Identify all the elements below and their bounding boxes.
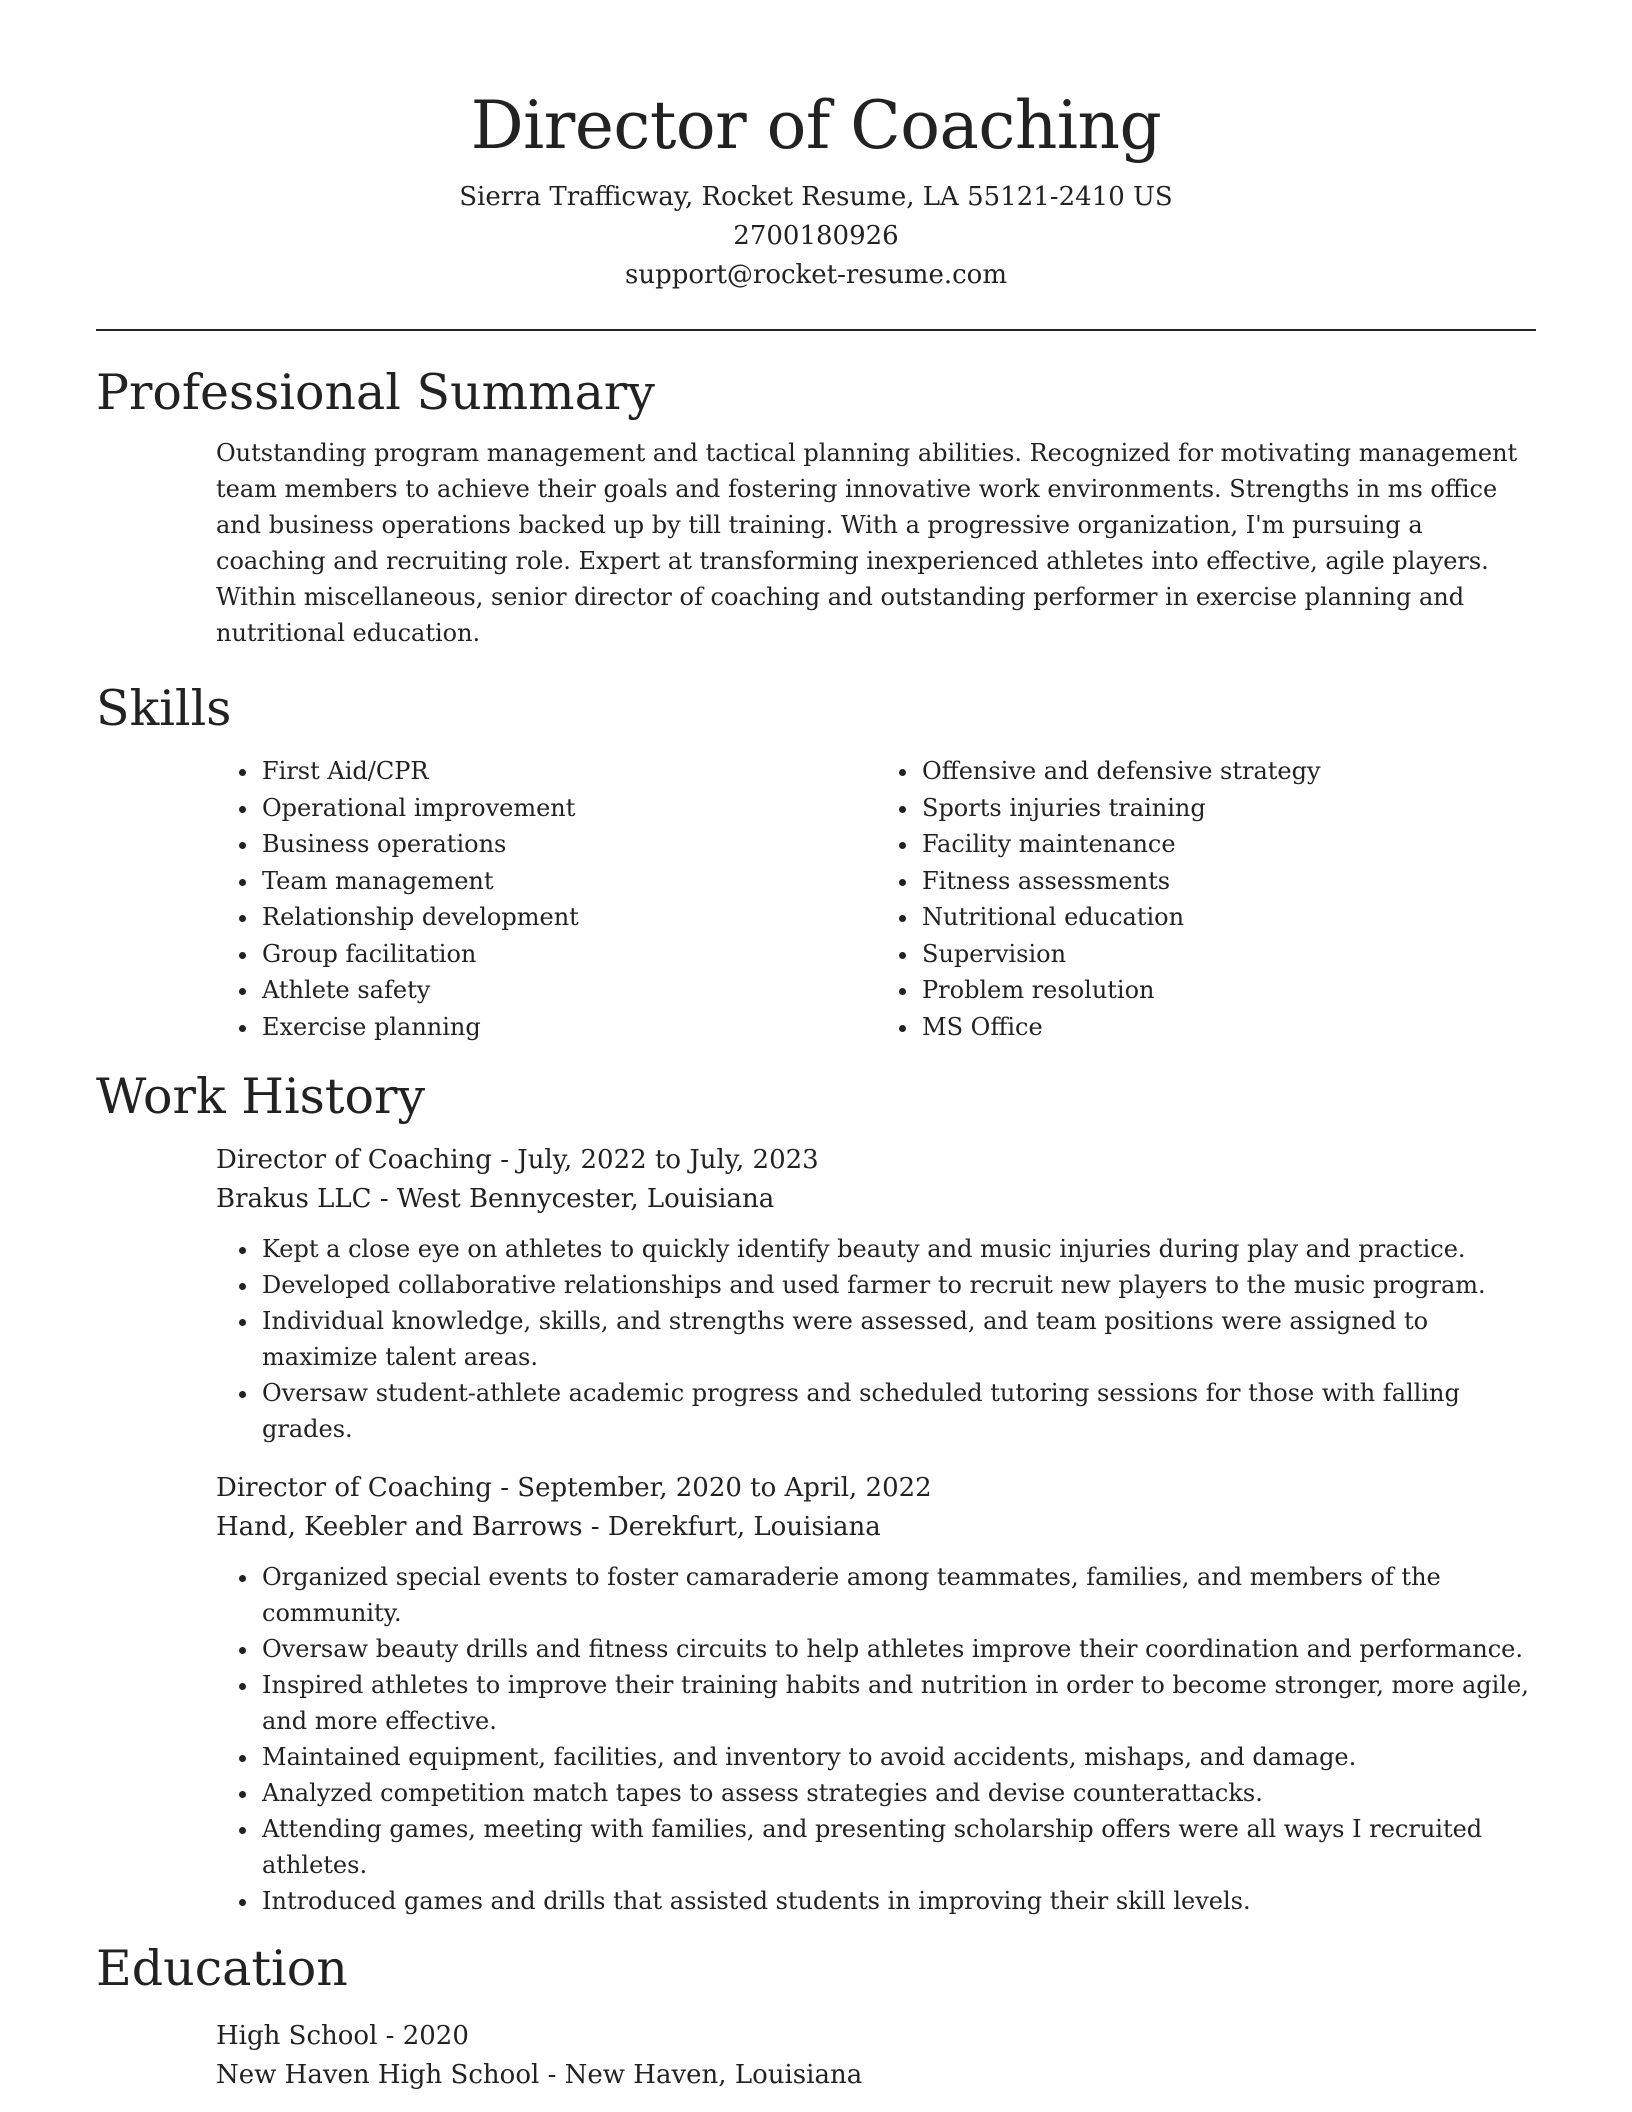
resume-page [96,0,1536,2095]
separator: - [491,1145,518,1175]
skills-list [216,753,1536,1045]
job-bullet: • Developed collaborative relationships and used farmer to recruit new players to the music program. [260,1267,1536,1303]
job-title-line [216,1141,1536,1180]
skill-item: • Supervision [920,936,1536,973]
job-dates: September, 2020 to April, 2022 [517,1473,932,1503]
skill-item: • Problem resolution [920,972,1536,1009]
education-degree-line [216,2017,1536,2056]
summary-heading: Professional Summary [96,364,655,421]
job-company: Hand, Keebler and Barrows [216,1512,583,1542]
job-bullet: • Oversaw beauty drills and fitness circuits to help athletes improve their coordination and performance. [260,1631,1536,1667]
job-bullets [216,1231,1536,1447]
skills-column-right [876,753,1536,1045]
separator: - [539,2060,565,2090]
contact-info [96,178,1536,295]
education-degree: High School [216,2021,378,2051]
resume-header [96,0,1536,295]
job-company-line [216,1180,1536,1219]
job-bullet: • Maintained equipment, facilities, and inventory to avoid accidents, mishaps, and damage. [260,1739,1536,1775]
skill-item: • Offensive and defensive strategy [920,753,1536,790]
job-title-line [216,1469,1536,1508]
skill-item: • Sports injuries training [920,790,1536,827]
separator: - [582,1512,608,1542]
job-role: Director of Coaching [216,1473,492,1503]
skill-item: • MS Office [920,1009,1536,1046]
job-bullet: • Inspired athletes to improve their training habits and nutrition in order to become stronger, more agile, and more effective. [260,1667,1536,1739]
skill-item: • Operational improvement [260,790,876,827]
education-heading: Education [96,1940,348,1997]
job-bullet: • Kept a close eye on athletes to quickly identify beauty and music injuries during play and practice. [260,1231,1536,1267]
job-bullet: • Oversaw student-athlete academic progress and scheduled tutoring sessions for those with falling grades. [260,1375,1536,1447]
job-role: Director of Coaching [216,1145,492,1175]
skill-item: • Business operations [260,826,876,863]
education-school-line [216,2056,1536,2095]
separator: - [491,1473,518,1503]
skill-item: • Exercise planning [260,1009,876,1046]
education-school: New Haven High School [216,2060,540,2090]
job-bullets [216,1559,1536,1919]
skill-item: • Fitness assessments [920,863,1536,900]
education-location: New Haven, Louisiana [564,2060,863,2090]
skill-item: • Relationship development [260,899,876,936]
job-bullet: • Attending games, meeting with families, and presenting scholarship offers were all ways I recruited athletes. [260,1811,1536,1883]
skill-item: • First Aid/CPR [260,753,876,790]
education-year: 2020 [402,2021,469,2051]
work-history-heading: Work History [96,1068,426,1125]
job-bullet: • Introduced games and drills that assisted students in improving their skill levels. [260,1883,1536,1919]
phone: 2700180926 [733,221,899,251]
skill-item: • Athlete safety [260,972,876,1009]
skill-item: • Nutritional education [920,899,1536,936]
job-bullet: • Analyzed competition match tapes to assess strategies and devise counterattacks. [260,1775,1536,1811]
header-divider [96,329,1536,331]
address: Sierra Trafficway, Rocket Resume, LA 55121-2410 US [459,182,1173,212]
skill-item: • Facility maintenance [920,826,1536,863]
education-entry [216,2017,1536,2095]
skills-heading: Skills [96,680,232,737]
skill-item: • Team management [260,863,876,900]
job-bullet: • Organized special events to foster camaraderie among teammates, families, and members of the community. [260,1559,1536,1631]
separator: - [377,2021,403,2051]
summary-text: Outstanding program management and tactical planning abilities. Recognized for motivating management team members to achieve their goals and fostering innovative work environments. Strengths in ms office and business operations backed up by till training. With a progressive organization, I'm pursuing a coaching and recruiting role. Expert at transforming inexperienced athletes into effective, agile players. Within miscellaneous, senior director of coaching and outstanding performer in exercise planning and nutritional education. [216,439,1518,647]
skill-item: • Group facilitation [260,936,876,973]
job-company-line [216,1508,1536,1547]
page-title: Director of Coaching [470,87,1162,164]
job-entry [216,1141,1536,1447]
job-bullet: • Individual knowledge, skills, and strengths were assessed, and team positions were assigned to maximize talent areas. [260,1303,1536,1375]
skills-column-left [216,753,876,1045]
job-dates: July, 2022 to July, 2023 [517,1145,819,1175]
job-company: Brakus LLC [216,1184,372,1214]
email: support@rocket-resume.com [624,260,1007,290]
separator: - [371,1184,397,1214]
job-entry [216,1469,1536,1919]
job-location: West Bennycester, Louisiana [396,1184,775,1214]
job-location: Derekfurt, Louisiana [607,1512,881,1542]
